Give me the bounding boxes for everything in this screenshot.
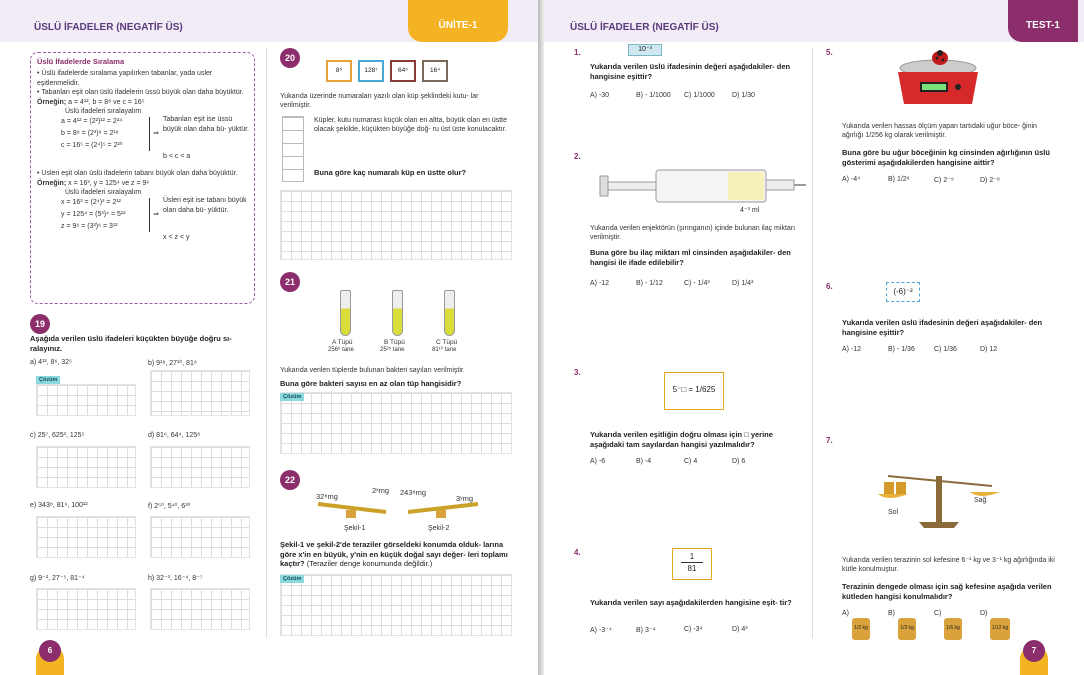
q4-option-c[interactable]: C) -3⁴ — [684, 626, 703, 633]
q7-right-label: Sağ — [974, 497, 987, 504]
info-bullet-2: • Tabanları eşit olan üslü ifadelerin üssü büyük olan daha büyüktür. — [37, 89, 244, 96]
q22-scales-figure — [312, 500, 492, 522]
q5-text: Yukarıda verilen hassas ölçüm yapan tartıdaki uğur böce- ğinin ağırlığı 1/256 kg olarak verilmiştir. — [842, 123, 1037, 139]
ex1-line-2: b = 8⁸ = (2³)⁸ = 2¹⁸ — [61, 130, 119, 137]
q21-question: Buna göre bakteri sayısı en az olan tüp hangisidir? — [280, 379, 462, 388]
q19-b-grid[interactable] — [150, 370, 250, 416]
q21-solution-label: Çözüm — [280, 393, 304, 401]
q21-test-tube-icon — [392, 290, 403, 336]
weight-d-icon: 1/12 kg — [990, 618, 1010, 640]
q21-test-tube-icon — [444, 290, 455, 336]
page-title: ÜSLÜ İFADELER (NEGATİF ÜS) — [570, 22, 719, 33]
q3-option-a[interactable]: A) -6 — [590, 458, 606, 465]
q22-question: Şekil-1 ve şekil-2'de teraziler görseldeki konumda olduk- larına göre x'in en büyük, y'nin en küçük doğal sayı değer- leri toplamı kaçtır? (Teraziler denge konumunda değildir.) — [280, 540, 508, 568]
q22-scale2-right: 3ʸmg — [456, 494, 473, 503]
ex2-brace — [147, 198, 150, 232]
q6-question: Yukarıda verilen üslü ifadesinin değeri aşağıdakiler- den hangisine eşittir? — [842, 318, 1043, 337]
q20-cube: 16⁴ — [422, 60, 448, 82]
q2-option-a[interactable]: A) -12 — [590, 280, 610, 287]
info-title: Üslü İfadelerde Sıralama — [37, 57, 125, 66]
q20-question: Buna göre kaç numaralı küp en üstte olur? — [314, 168, 467, 177]
question-19-number: 19 — [30, 314, 50, 334]
q19-a-grid[interactable] — [36, 384, 136, 416]
q2-number: 2. — [574, 152, 581, 161]
q1-option-b[interactable]: B) - 1/1000 — [636, 92, 671, 99]
balance-scale-icon — [874, 452, 1004, 532]
q5-option-a[interactable]: A) -4⁴ — [842, 176, 861, 183]
q19-c-grid[interactable] — [36, 446, 136, 488]
q19-f-grid[interactable] — [150, 516, 250, 558]
q7-option-d[interactable]: D) — [980, 610, 988, 617]
test-tab: TEST-1 — [1008, 0, 1078, 42]
q19-f: f) 2⁵⁰, 5⁴⁰, 6³⁰ — [148, 503, 191, 510]
q7-left-label: Sol — [888, 509, 899, 516]
info-bullet-3: • Usleri eşit olan üslü ifadelerin tabanı büyük olan daha büyüktür. — [37, 170, 238, 177]
left-page — [0, 0, 538, 675]
q1-option-a[interactable]: A) -30 — [590, 92, 610, 99]
scale-with-ladybug-icon — [888, 44, 988, 114]
q19-d: d) 81⁶, 64⁴, 125⁸ — [148, 432, 201, 439]
q20-stack-icon — [282, 116, 304, 182]
q21-solution-grid[interactable] — [280, 392, 512, 454]
q7-question: Terazinin dengede olması için sağ kefesine aşağıda verilen kütleden hangisi konulmalıdır? — [842, 582, 1052, 601]
q7-option-a[interactable]: A) — [842, 610, 849, 617]
q21-tube-count: 256⁶ tane — [328, 347, 354, 353]
q4-numerator: 1 — [689, 552, 695, 561]
question-22-number: 22 — [280, 470, 300, 490]
q21-tube-count: 81¹⁰ tane — [432, 347, 457, 353]
ex2-line-3: z = 9⁶ = (3²)⁶ = 3¹² — [61, 223, 118, 230]
q1-expression: 10⁻³ — [628, 44, 662, 56]
q4-option-d[interactable]: D) 4³ — [732, 626, 748, 633]
q6-number: 6. — [826, 282, 833, 291]
ex2-arrow: ⇒ — [153, 211, 159, 218]
q1-number: 1. — [574, 48, 581, 57]
q19-d-grid[interactable] — [150, 446, 250, 488]
q2-option-b[interactable]: B) - 1/12 — [636, 280, 663, 287]
q4-option-a[interactable]: A) -3⁻⁴ — [590, 627, 612, 634]
weight-b-icon: 1/3 kg — [898, 618, 916, 640]
q5-number: 5. — [826, 48, 833, 57]
q21-text: Yukarıda verilen tüplerde bulunan bakteri sayıları verilmiştir. — [280, 367, 465, 374]
q5-option-d[interactable]: D) 2⁻⁸ — [980, 177, 1000, 184]
q19-b: b) 9¹⁸, 27¹⁰, 81⁸ — [148, 360, 197, 367]
q19-solution-label: Çözüm — [36, 376, 60, 384]
q6-option-b[interactable]: B) - 1/36 — [888, 346, 915, 353]
ex1-result: b < c < a — [163, 153, 191, 160]
column-divider — [812, 48, 813, 638]
q6-option-a[interactable]: A) -12 — [842, 346, 862, 353]
q2-text: Yukarıda verilen enjektörün (şırınganın) içinde bulunan ilaç miktarı verilmiştir. — [590, 225, 796, 241]
q19-g: g) 9⁻², 27⁻⁵, 81⁻⁴ — [30, 575, 85, 582]
q3-option-d[interactable]: D) 6 — [732, 458, 746, 465]
q19-e: e) 343⁸, 81⁶, 100¹² — [30, 502, 88, 509]
q5-question: Buna göre bu uğur böceğinin kg cinsinden ağırlığının üslü gösterimi aşağıdakilerden hangisine aittir? — [842, 148, 1050, 167]
q4-denominator: 81 — [687, 564, 697, 573]
q20-cube: 128⁷ — [358, 60, 384, 82]
q20-solution-grid[interactable] — [280, 190, 512, 260]
info-example-2: Örneğin; x = 16³, y = 125⁴ ve z = 9⁶ — [37, 179, 150, 187]
info-example-1-work — [37, 107, 248, 169]
q22-scale2-left: 243⁸mg — [400, 488, 427, 497]
info-box — [30, 52, 255, 304]
q22-scale1-right: 2ˣmg — [372, 486, 390, 495]
q21-tube-name: B Tüpü — [384, 339, 405, 346]
q4-number: 4. — [574, 548, 581, 557]
q20-text-1: Yukarıda üzerinde numaraları yazılı olan küp şeklindeki kutu- lar verilmiştir. — [280, 93, 479, 109]
q20-cube: 8⁵ — [326, 60, 352, 82]
q5-option-b[interactable]: B) 1/2⁸ — [888, 176, 910, 183]
question-19-text: Aşağıda verilen üslü ifadeleri küçükten büyüğe doğru sı- ralayınız. — [30, 334, 232, 353]
ex1-note: Tabanları eşit ise üssü büyük olan daha bü- yüktür. — [163, 116, 250, 133]
q1-option-c[interactable]: C) 1/1000 — [684, 92, 715, 99]
question-21-number: 21 — [280, 272, 300, 292]
ex2-result: x < z < y — [163, 234, 190, 241]
q22-scale1-left: 32⁸mg — [316, 492, 338, 501]
page-title: ÜSLÜ İFADELER (NEGATİF ÜS) — [34, 22, 183, 33]
q19-h-grid[interactable] — [150, 588, 250, 630]
q22-solution-grid[interactable] — [280, 574, 512, 636]
q1-question: Yukarıda verilen üslü ifadesinin değeri aşağıdakiler- den hangisine eşittir? — [590, 62, 791, 81]
q19-g-grid[interactable] — [36, 588, 136, 630]
info-example-1: Örneğin; a = 4¹², b = 8⁸ ve c = 16⁵ — [37, 98, 145, 106]
q22-figure-2-label: Şekil-2 — [428, 525, 450, 532]
q7-number: 7. — [826, 436, 833, 445]
q3-number: 3. — [574, 368, 581, 377]
q6-option-c[interactable]: C) 1/36 — [934, 346, 957, 353]
page-number: 7 — [1023, 640, 1045, 662]
q22-solution-label: Çözüm — [280, 575, 304, 583]
q4-question: Yukarıda verilen sayı aşağıdakilerden hangisine eşit- tir? — [590, 598, 792, 607]
ex2-note: Üsleri eşit ise tabanı büyük olan daha bü- yüktür. — [163, 197, 247, 214]
q7-option-c[interactable]: C) — [934, 610, 942, 617]
q3-question: Yukarıda verilen eşitliğin doğru olması için □ yerine aşağıdaki tam sayılardan hangisi yazılmalıdır? — [590, 430, 773, 449]
q2-question: Buna göre bu ilaç miktarı ml cinsinden aşağıdakiler- den hangisi ile ifade edilebilir? — [590, 248, 791, 267]
ex1-line-1: a = 4¹² = (2²)¹² = 2²⁴ — [61, 118, 123, 125]
q22-figure-1-label: Şekil-1 — [344, 525, 366, 532]
info-bullet-1: • Üslü ifadelerde sıralama yapılırken tabanlar, yada usler eşitlenmelidir. — [37, 70, 213, 87]
q20-cube: 64⁵ — [390, 60, 416, 82]
right-page — [544, 0, 1084, 675]
weight-c-icon: 1/6 kg — [944, 618, 962, 640]
q1-option-d[interactable]: D) 1/30 — [732, 92, 755, 99]
q19-h: h) 32⁻³, 16⁻⁴, 8⁻⁷ — [148, 575, 203, 582]
q2-option-d[interactable]: D) 1/4³ — [732, 280, 754, 287]
header-bar — [544, 0, 1084, 42]
q21-tube-count: 25²⁵ tane — [380, 347, 405, 353]
q19-a: a) 4¹², 8⁶, 32⁵ — [30, 359, 72, 366]
q6-option-d[interactable]: D) 12 — [980, 346, 998, 353]
q4-expression — [672, 548, 712, 580]
q4-fraction-bar — [681, 562, 703, 563]
ex1-brace — [147, 117, 150, 151]
ex2-line-1: x = 16³ = (2⁴)³ = 2¹² — [61, 199, 121, 206]
page-number: 6 — [39, 640, 61, 662]
syringe-icon — [598, 160, 808, 208]
ex2-head: Üslü ifadeleri sıralayalım — [65, 189, 142, 196]
q3-option-b[interactable]: B) -4 — [636, 458, 652, 465]
q21-test-tube-icon — [340, 290, 351, 336]
q2-option-c[interactable]: C) - 1/4³ — [684, 280, 710, 287]
q21-tube-name: C Tüpü — [436, 339, 458, 346]
question-20-number: 20 — [280, 48, 300, 68]
weight-a-icon: 1/2 kg — [852, 618, 870, 640]
q4-option-b[interactable]: B) 3⁻⁴ — [636, 627, 656, 634]
ex1-line-3: c = 16⁵ = (2⁴)⁵ = 2²⁰ — [61, 142, 123, 149]
ex1-arrow: ⇒ — [153, 130, 159, 137]
q19-e-grid[interactable] — [36, 516, 136, 558]
q5-option-c[interactable]: C) 2⁻⁹ — [934, 177, 954, 184]
q3-expression: 5⁻□ = 1/625 — [664, 372, 724, 410]
ex1-head: Üslü ifadeleri sıralayalım — [65, 108, 142, 115]
column-divider — [266, 48, 267, 638]
q19-c: c) 25⁷, 625³, 125⁵ — [30, 432, 85, 439]
info-example-2-work — [37, 188, 248, 250]
q7-text: Yukarıda verilen terazinin sol kefesine 6⁻¹ kg ve 3⁻¹ kg ağırlığında iki kütle konulmuştur. — [842, 557, 1055, 573]
q6-expression: (-6)⁻² — [886, 282, 920, 302]
unit-tab: ÜNİTE-1 — [408, 0, 508, 42]
q7-option-b[interactable]: B) — [888, 610, 895, 617]
q3-option-c[interactable]: C) 4 — [684, 458, 698, 465]
ex2-line-2: y = 125⁴ = (5³)⁴ = 5¹² — [61, 211, 126, 218]
q21-tube-name: A Tüpü — [332, 339, 353, 346]
q20-text-2: Küpler, kutu numarası küçük olan en altta, büyük olan en üstte olacak şekilde, küçükten büyüğe doğ- ru üst üste konulacaktır. — [314, 117, 508, 133]
q2-label: 4⁻³ ml — [740, 207, 760, 214]
